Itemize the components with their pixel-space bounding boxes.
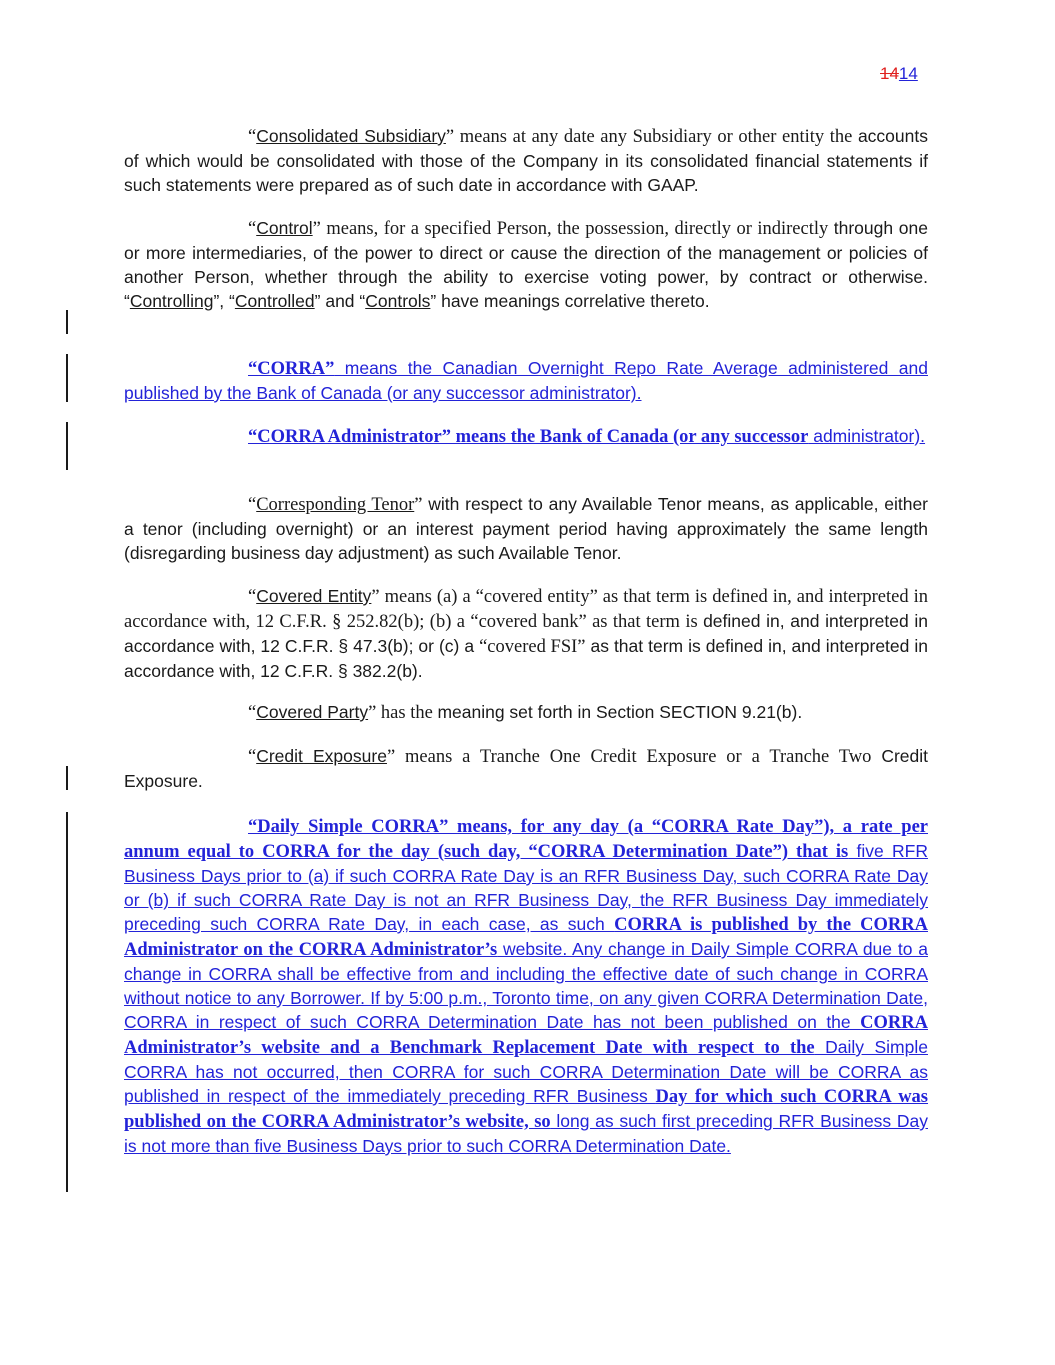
defined-term: Credit Exposure — [256, 746, 387, 766]
definition-covered-party: “Covered Party” has the meaning set forth in Section SECTION 9.21(b). — [248, 702, 803, 723]
change-bar — [66, 422, 68, 470]
definition-consolidated-subsidiary: “Consolidated Subsidiary” means at any date any Subsidiary or other entity the accounts of which would be consolidated with those of the Company in its consolidated financial statements if such statements were prepared as of such date in accordance with GAAP. — [124, 126, 928, 195]
defined-term: Controls — [365, 291, 431, 311]
change-bar — [66, 310, 68, 334]
definition-covered-entity: “Covered Entity” means (a) a “covered entity” as that term is defined in, and interpreted in accordance with, 12 C.F.R. § 252.82(b); (b) a “covered bank” as that term is defined in, and interpreted in accordance with, 12 C.F.R. § 47.3(b); or (c) a “covered FSI” as that term is defined in, and interpreted in accordance with, 12 C.F.R. § 382.2(b). — [124, 586, 928, 681]
definition-control: “Control” means, for a specified Person, the possession, directly or indirectly through one or more intermediaries, of the power to direct or cause the direction of the management or policies of another Person, whether through the ability to exercise voting power, by contract or otherwise. “Controlling”, “Controlled” and “Controls” have meanings correlative thereto. — [124, 218, 929, 311]
page-number — [880, 64, 918, 84]
defined-term: Controlled — [234, 291, 315, 311]
definition-daily-simple-corra: “Daily Simple CORRA” means, for any day (a “CORRA Rate Day”), a rate per annum equal to CORRA for the day (such day, “CORRA Determination Date”) that is five RFR Business Days prior to (a) if such CORRA Rate Day is an RFR Business Day, such CORRA Rate Day or (b) if such CORRA Rate Day is not an RFR Business Day, the RFR Business Day immediately preceding such CORRA Rate Day, in each case, as such CORRA is published by the CORRA Administrator on the CORRA Administrator’s website. Any change in Daily Simple CORRA due to a change in CORRA shall be effective from and including the effective date of such change in CORRA without notice to any Borrower. If by 5:00 p.m., Toronto time, on any given CORRA Determination Date, CORRA in respect of such CORRA Determination Date has not been published on the CORRA Administrator’s website and a Benchmark Replacement Date with respect to the Daily Simple CORRA has not occurred, then CORRA for such CORRA Determination Date will be CORRA as published in respect of the immediately preceding RFR Business Day for which such CORRA was published on the CORRA Administrator’s website, so long as such first preceding RFR Business Day is not more than five Business Days prior to such CORRA Determination Date. — [124, 817, 929, 1156]
defined-term: Covered Party — [256, 702, 369, 722]
definition-corra: “CORRA” means the Canadian Overnight Repo Rate Average administered and published by the Bank of Canada (or any successor administrator). — [124, 358, 928, 403]
change-bar — [66, 812, 68, 1192]
definition-corresponding-tenor: “Corresponding Tenor” with respect to any Available Tenor means, as applicable, either a tenor (including overnight) or an interest payment period having approximately the same length (disregarding business day adjustment) as such Available Tenor. — [124, 494, 928, 563]
page-number-inserted: 14 — [898, 64, 918, 83]
defined-term: Consolidated Subsidiary — [256, 126, 446, 146]
defined-term: Covered Entity — [256, 586, 372, 606]
change-bar — [66, 766, 68, 790]
defined-term: Corresponding Tenor — [256, 495, 415, 515]
defined-term: Controlling — [129, 291, 214, 311]
change-bar — [66, 354, 68, 402]
definition-credit-exposure: “Credit Exposure” means a Tranche One Credit Exposure or a Tranche Two Credit Exposure. — [124, 746, 928, 791]
defined-term: Control — [256, 218, 313, 238]
definition-corra-administrator: “CORRA Administrator” means the Bank of Canada (or any successor administrator). — [248, 426, 926, 447]
page-number-deleted: 14 — [880, 64, 899, 83]
